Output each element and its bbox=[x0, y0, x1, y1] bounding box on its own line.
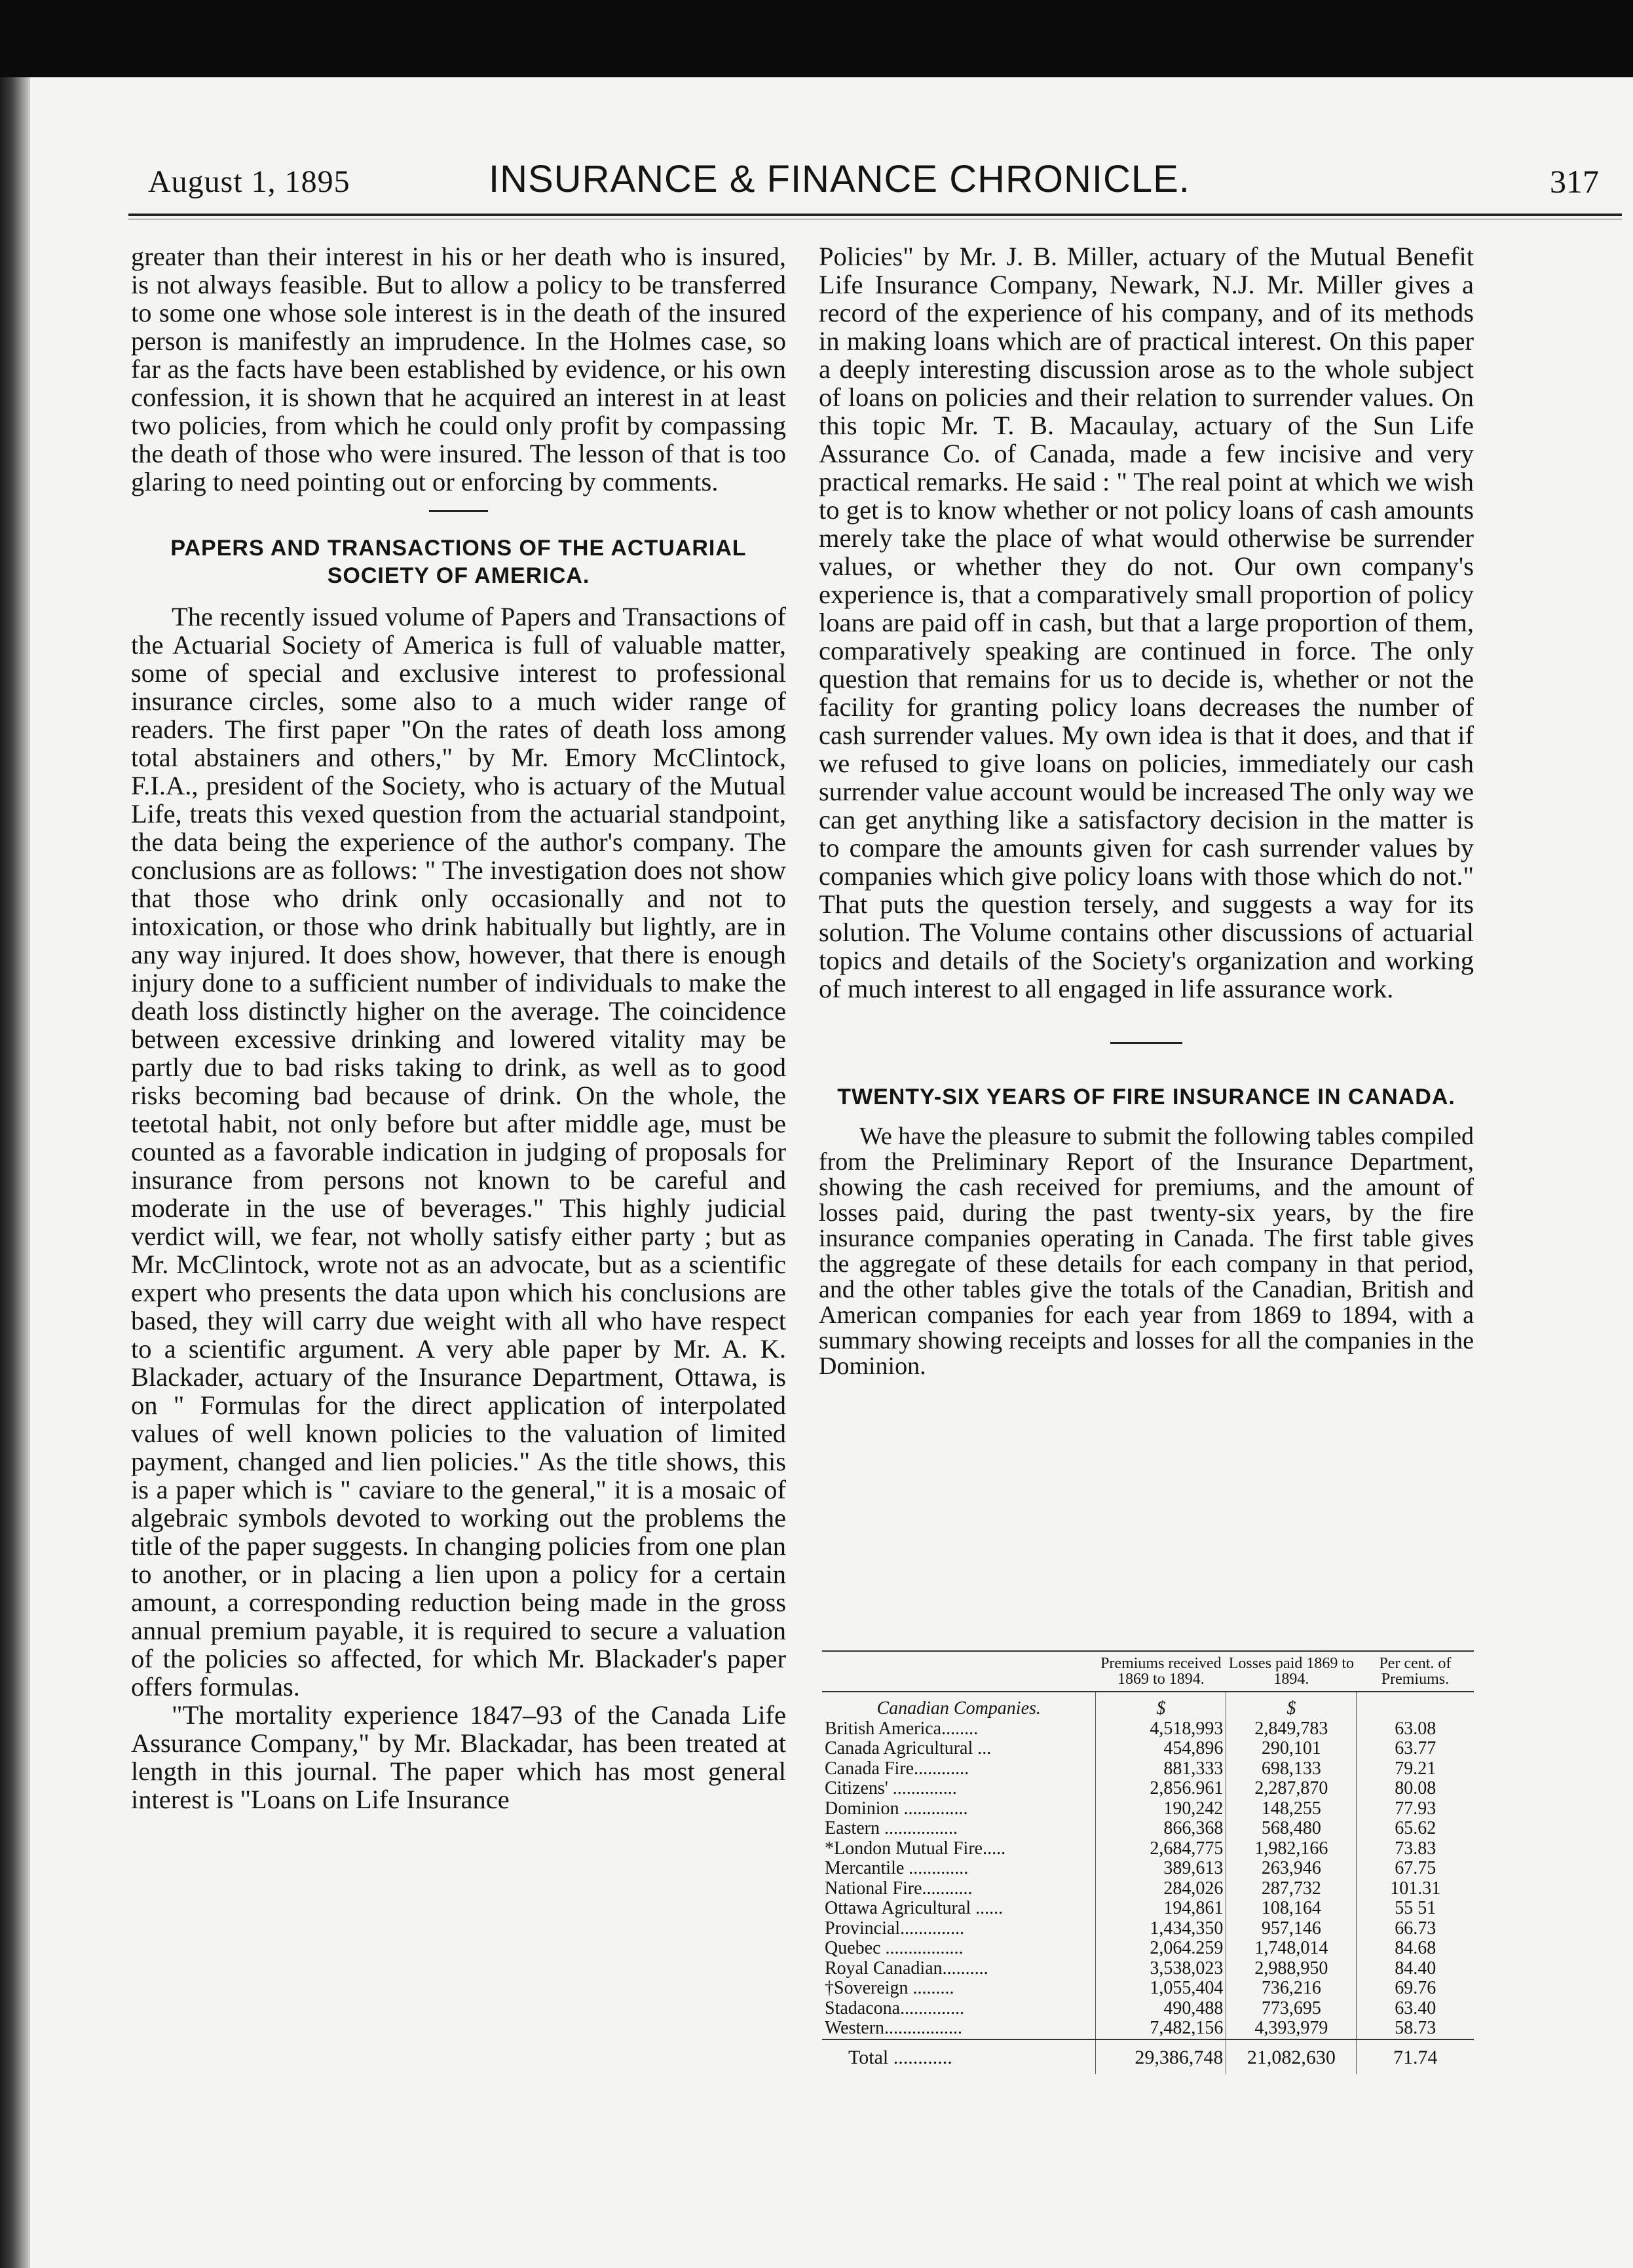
percent-cell: 58.73 bbox=[1357, 2018, 1474, 2039]
premiums-cell: 881,333 bbox=[1096, 1759, 1226, 1779]
percent-cell: 63.08 bbox=[1357, 1719, 1474, 1739]
table-row bbox=[822, 1739, 1474, 1759]
percent-cell: 101.31 bbox=[1357, 1879, 1474, 1899]
losses-cell: 568,480 bbox=[1226, 1819, 1357, 1839]
company-name: Royal Canadian.......... bbox=[825, 1958, 988, 1979]
percent-cell: 65.62 bbox=[1357, 1819, 1474, 1839]
percent-cell: 69.76 bbox=[1357, 1979, 1474, 1999]
section-heading: PAPERS AND TRANSACTIONS OF THE ACTUARIAL SOCIETY OF AMERICA. bbox=[170, 536, 747, 588]
percent-cell: 80.08 bbox=[1357, 1779, 1474, 1799]
table-row bbox=[822, 1879, 1474, 1899]
table-row bbox=[822, 1959, 1474, 1979]
premiums-cell: 4,518,993 bbox=[1096, 1719, 1226, 1739]
company-name: Canada Fire............ bbox=[825, 1758, 969, 1779]
premiums-cell: 284,026 bbox=[1096, 1879, 1226, 1899]
losses-cell: 263,946 bbox=[1226, 1859, 1357, 1879]
left-column bbox=[131, 242, 786, 1813]
right-column bbox=[819, 242, 1474, 1379]
premiums-cell: 2,064.259 bbox=[1096, 1939, 1226, 1959]
company-name: Eastern ................ bbox=[825, 1818, 958, 1838]
losses-cell: 148,255 bbox=[1226, 1799, 1357, 1819]
losses-cell: 957,146 bbox=[1226, 1919, 1357, 1939]
percent-cell: 67.75 bbox=[1357, 1859, 1474, 1879]
page-header bbox=[128, 157, 1622, 210]
premiums-cell: 454,896 bbox=[1096, 1739, 1226, 1759]
table-row bbox=[822, 1839, 1474, 1859]
company-name: Canada Agricultural ... bbox=[825, 1738, 992, 1758]
header-rule bbox=[128, 214, 1622, 216]
premiums-cell: 490,488 bbox=[1096, 1999, 1226, 2019]
total-label: Total ............ bbox=[822, 2039, 1096, 2075]
table-row bbox=[822, 1919, 1474, 1939]
losses-cell: 1,748,014 bbox=[1226, 1939, 1357, 1959]
paragraph: Policies" by Mr. J. B. Miller, actuary of the Mutual Benefit Life Insurance Company, Newark, N.J. Mr. Miller gives a record of the experience of his company, and of its methods in making loans which are of practical interest. On this paper a deeply interesting discussion arose as to the whole subject of loans on policies and their relation to surrender values. On this topic Mr. T. B. Macaulay, actuary of the Sun Life Assurance Co. of Canada, made a few incisive and very practical remarks. He said : " The real point at which we wish to get is to know whether or not policy loans of cash amounts merely take the place of what would otherwise be surrender values, or whether they do not. Our own company's experience is, that a comparatively small proportion of policy loans are paid off in cash, but that a large proportion of them, comparatively speaking are continued in force. The only question that remains for us to decide is, whether or not the facility for granting policy loans decreases the number of cash surrender values. My own idea is that it does, and that if we refused to give loans on policies, immediately our cash surrender value account would be increased The only way we can get anything like a satisfactory decision in the matter is to compare the amounts given for cash surrender values by companies which give policy loans with those which do not." That puts the question tersely, and suggests a way for its solution. The Volume contains other discussions of actuarial topics and details of the Society's organization and working of much interest to all engaged in life assurance work. bbox=[819, 242, 1474, 1003]
premiums-cell: 1,055,404 bbox=[1096, 1979, 1226, 1999]
scan-binding-edge bbox=[0, 77, 30, 2268]
paragraph: We have the pleasure to submit the following tables compiled from the Preliminary Report of the Insurance Department, showing the cash received for premiums, and the amount of losses paid, during the past twenty-six years, by the fire insurance companies operating in Canada. The first table gives the aggregate of these details for each company in that period, and the other tables give the totals of the Canadian, British and American companies for each year from 1869 to 1894, with a summary showing receipts and losses for all the companies in the Dominion. bbox=[819, 1123, 1474, 1380]
table-header-row bbox=[822, 1651, 1474, 1692]
column-header-losses: Losses paid 1869 to 1894. bbox=[1226, 1651, 1357, 1692]
fire-insurance-table bbox=[822, 1650, 1474, 2074]
percent-cell: 84.40 bbox=[1357, 1959, 1474, 1979]
company-name: Stadacona.............. bbox=[825, 1998, 965, 2018]
percent-cell: 84.68 bbox=[1357, 1939, 1474, 1959]
losses-cell: 290,101 bbox=[1226, 1739, 1357, 1759]
losses-cell: 736,216 bbox=[1226, 1979, 1357, 1999]
table-row bbox=[822, 1859, 1474, 1879]
paragraph: The recently issued volume of Papers and Transactions of the Actuarial Society of America is full of valuable matter, some of special and exclusive interest to professional insurance circles, some also to a much wider range of readers. The first paper "On the rates of death loss among total abstainers and others," by Mr. Emory McClintock, F.I.A., president of the Society, who is actuary of the Mutual Life, treats this vexed question from the actuarial standpoint, the data being the experience of the author's company. The conclusions are as follows: " The investigation does not show that those who drink only occasionally and not to intoxication, or those who drink habitually but lightly, are in any way injured. It does show, however, that there is enough injury done to a sufficient number of individuals to make the death loss distinctly higher on the average. The coincidence between excessive drinking and lowered vitality may be partly due to bad risks taking to drink, as well as to good risks becoming bad because of drink. On the whole, the teetotal habit, not only before but after middle age, must be counted as a favorable indication in judging of proposals for insurance from persons not known to be careful and moderate in the use of beverages." This highly judicial verdict will, we fear, not wholly satisfy either party ; but as Mr. McClintock, wrote not as an advocate, but as a scientific expert who presents the data upon which his conclusions are based, they will carry due weight with all who have respect to a scientific argument. A very able paper by Mr. A. K. Blackader, actuary of the Insurance Department, Ottawa, is on " Formulas for the direct application of interpolated values of well known policies to the valuation of limited payment, changed and lien policies." As the title shows, this is a paper which is " caviare to the general," it is a mosaic of algebraic symbols devoted to working out the problems the title of the paper suggests. In changing policies from one plan to another, or in placing a lien upon a policy for a certain amount, a corresponding reduction being made in the gross annual premium payable, it is required to secure a valuation of the policies so affected, for which Mr. Blackader's paper offers formulas. bbox=[131, 602, 786, 1701]
total-premiums: 29,386,748 bbox=[1096, 2039, 1226, 2075]
percent-cell: 77.93 bbox=[1357, 1799, 1474, 1819]
losses-cell: 2,287,870 bbox=[1226, 1779, 1357, 1799]
premiums-cell: 194,861 bbox=[1096, 1899, 1226, 1919]
company-name: Citizens' .............. bbox=[825, 1778, 957, 1798]
company-name: Western................. bbox=[825, 2018, 963, 2038]
section-heading: TWENTY-SIX YEARS OF FIRE INSURANCE IN CANADA. bbox=[837, 1085, 1455, 1109]
column-header-company bbox=[822, 1651, 1096, 1692]
premiums-cell: 866,368 bbox=[1096, 1819, 1226, 1839]
premiums-cell: 389,613 bbox=[1096, 1859, 1226, 1879]
column-header-percent: Per cent. of Premiums. bbox=[1357, 1651, 1474, 1692]
table-row bbox=[822, 1819, 1474, 1839]
premiums-cell: 3,538,023 bbox=[1096, 1959, 1226, 1979]
currency-mark: $ bbox=[1096, 1692, 1226, 1719]
losses-cell: 287,732 bbox=[1226, 1879, 1357, 1899]
losses-cell: 2,988,950 bbox=[1226, 1959, 1357, 1979]
company-name: Ottawa Agricultural ...... bbox=[825, 1898, 1004, 1918]
percent-cell: 63.40 bbox=[1357, 1999, 1474, 2019]
table-total-row bbox=[822, 2039, 1474, 2075]
table-row bbox=[822, 1799, 1474, 1819]
company-name: Provincial.............. bbox=[825, 1918, 965, 1939]
losses-cell: 1,982,166 bbox=[1226, 1839, 1357, 1859]
paragraph: "The mortality experience 1847–93 of the Canada Life Assurance Company," by Mr. Blackadar, has been treated at length in this journal. The paper which has most general interest is "Loans on Life Insurance bbox=[131, 1700, 786, 1814]
total-percent: 71.74 bbox=[1357, 2039, 1474, 2075]
section-separator bbox=[1110, 1042, 1182, 1044]
premiums-cell: 190,242 bbox=[1096, 1799, 1226, 1819]
percent-cell: 55 51 bbox=[1357, 1899, 1474, 1919]
companies-table bbox=[822, 1650, 1474, 2074]
table-row bbox=[822, 1899, 1474, 1919]
losses-cell: 4,393,979 bbox=[1226, 2018, 1357, 2039]
section-separator bbox=[429, 510, 488, 512]
losses-cell: 773,695 bbox=[1226, 1999, 1357, 2019]
header-date: August 1, 1895 bbox=[148, 164, 350, 199]
premiums-cell: 1,434,350 bbox=[1096, 1919, 1226, 1939]
subheading: Canadian Companies. bbox=[876, 1698, 1041, 1719]
percent-cell: 63.77 bbox=[1357, 1739, 1474, 1759]
column-header-premiums: Premiums received 1869 to 1894. bbox=[1096, 1651, 1226, 1692]
premiums-cell: 2,856.961 bbox=[1096, 1779, 1226, 1799]
company-name: National Fire........... bbox=[825, 1878, 973, 1899]
company-name: *London Mutual Fire..... bbox=[825, 1838, 1006, 1859]
header-title: INSURANCE & FINANCE CHRONICLE. bbox=[489, 158, 1190, 200]
percent-cell: 79.21 bbox=[1357, 1759, 1474, 1779]
total-losses: 21,082,630 bbox=[1226, 2039, 1357, 2075]
losses-cell: 698,133 bbox=[1226, 1759, 1357, 1779]
table-row bbox=[822, 1779, 1474, 1799]
company-name: Dominion .............. bbox=[825, 1798, 968, 1819]
company-name: †Sovereign ......... bbox=[825, 1978, 954, 1998]
page-number: 317 bbox=[1550, 163, 1599, 200]
table-body bbox=[822, 1692, 1474, 2039]
company-name: Mercantile ............. bbox=[825, 1858, 969, 1878]
losses-cell: 108,164 bbox=[1226, 1899, 1357, 1919]
table-row bbox=[822, 1939, 1474, 1959]
table-row bbox=[822, 1759, 1474, 1779]
currency-mark: $ bbox=[1226, 1692, 1357, 1719]
paragraph: greater than their interest in his or her death who is insured, is not always feasible. But to allow a policy to be transferred to some one whose sole interest is in the death of the insured person is manifestly an imprudence. In the Holmes case, so far as the facts have been established by evidence, or his own confession, it is shown that he acquired an interest in at least two policies, from which he could only profit by compassing the death of those who were insured. The lesson of that is too glaring to need pointing out or enforcing by comments. bbox=[131, 242, 786, 496]
scan-top-border bbox=[0, 0, 1633, 77]
company-name: British America........ bbox=[825, 1718, 979, 1739]
table-subheading-row bbox=[822, 1692, 1474, 1719]
company-name: Quebec ................. bbox=[825, 1938, 964, 1958]
percent-cell: 73.83 bbox=[1357, 1839, 1474, 1859]
losses-cell: 2,849,783 bbox=[1226, 1719, 1357, 1739]
premiums-cell: 7,482,156 bbox=[1096, 2018, 1226, 2039]
premiums-cell: 2,684,775 bbox=[1096, 1839, 1226, 1859]
table-row bbox=[822, 1719, 1474, 1739]
table-row bbox=[822, 1999, 1474, 2019]
table-row bbox=[822, 1979, 1474, 1999]
percent-cell: 66.73 bbox=[1357, 1919, 1474, 1939]
table-row bbox=[822, 2018, 1474, 2039]
